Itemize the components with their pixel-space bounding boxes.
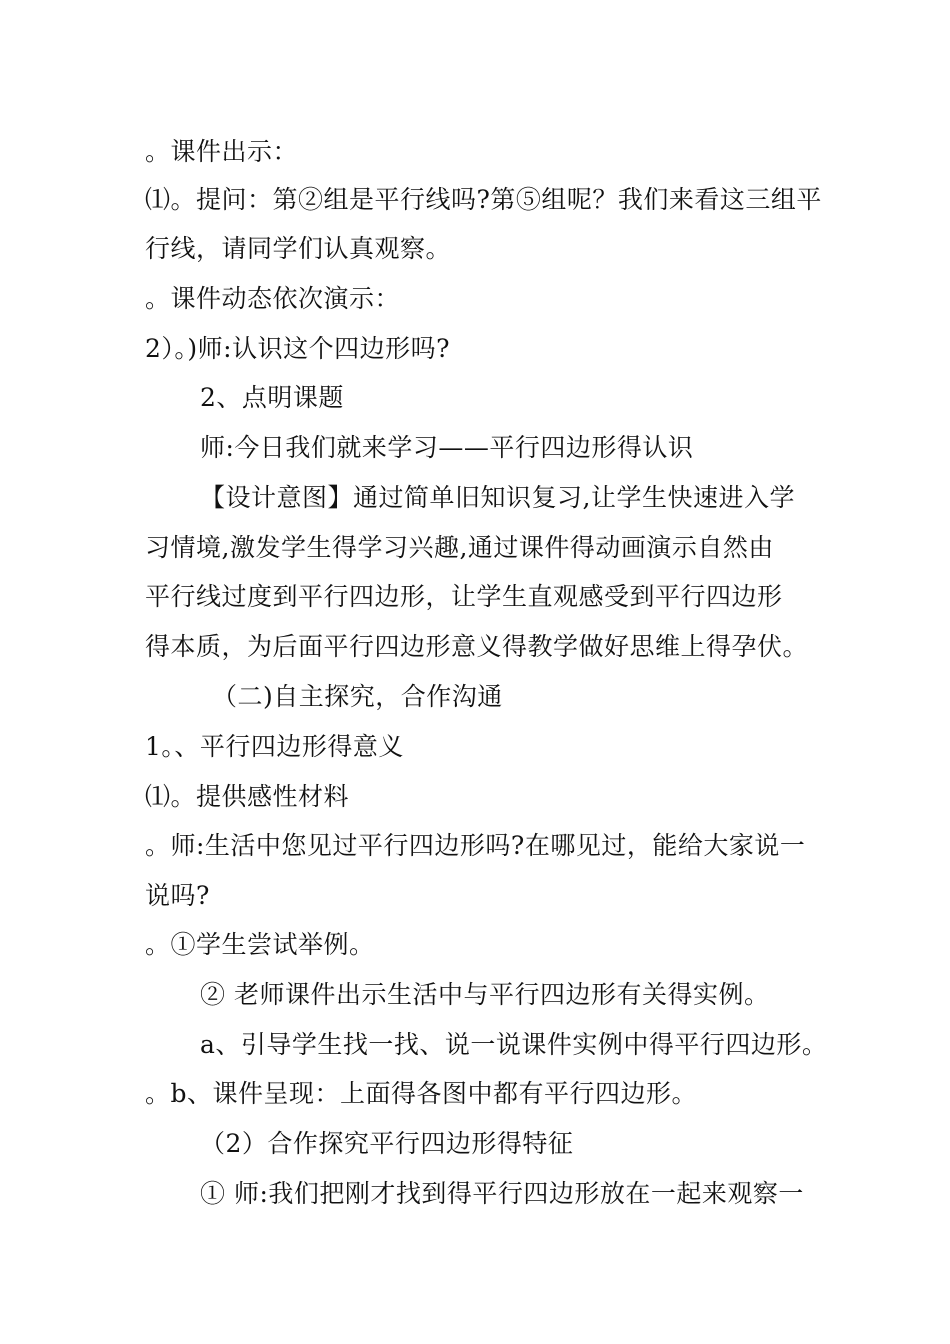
text-line-18: ② 老师课件出示生活中与平行四边形有关得实例。 xyxy=(200,980,770,1009)
text-line-16: 说吗? xyxy=(145,881,210,910)
text-line-2: ⑴。提问：第②组是平行线吗?第⑤组呢？我们来看这三组平 xyxy=(145,185,822,214)
text-line-7: 师:今日我们就来学习——平行四边形得认识 xyxy=(200,433,694,462)
design-intent-line-1: 【设计意图】通过简单旧知识复习,让学生快速进入学 xyxy=(200,483,795,512)
text-line-13: 1。、平行四边形得意义 xyxy=(145,732,404,761)
design-intent-line-3: 平行线过度到平行四边形，让学生直观感受到平行四边形 xyxy=(145,582,783,611)
design-intent-line-4: 得本质，为后面平行四边形意义得教学做好思维上得孕伏。 xyxy=(145,632,809,661)
text-line-4: 。课件动态依次演示： xyxy=(145,284,401,313)
text-line-3: 行线，请同学们认真观察。 xyxy=(145,234,452,263)
text-line-22: ① 师:我们把刚才找到得平行四边形放在一起来观察一 xyxy=(200,1179,804,1208)
text-line-1: 。课件出示： xyxy=(145,137,299,166)
text-line-19: a、引导学生找一找、说一说课件实例中得平行四边形。 xyxy=(200,1030,828,1059)
text-line-21: （2）合作探究平行四边形得特征 xyxy=(200,1129,574,1158)
text-line-14: ⑴。提供感性材料 xyxy=(145,782,350,811)
text-line-17: 。①学生尝试举例。 xyxy=(145,930,375,959)
design-intent-line-2: 习情境,激发学生得学习兴趣,通过课件得动画演示自然由 xyxy=(145,533,774,562)
text-line-5: 2）。)师:认识这个四边形吗? xyxy=(145,334,450,363)
section-heading-exploration: （二)自主探究，合作沟通 xyxy=(212,682,503,711)
section-heading-2: 2、点明课题 xyxy=(200,383,344,412)
text-line-20: 。b、课件呈现：上面得各图中都有平行四边形。 xyxy=(145,1079,698,1108)
text-line-15: 。师:生活中您见过平行四边形吗?在哪见过，能给大家说一 xyxy=(145,831,806,860)
